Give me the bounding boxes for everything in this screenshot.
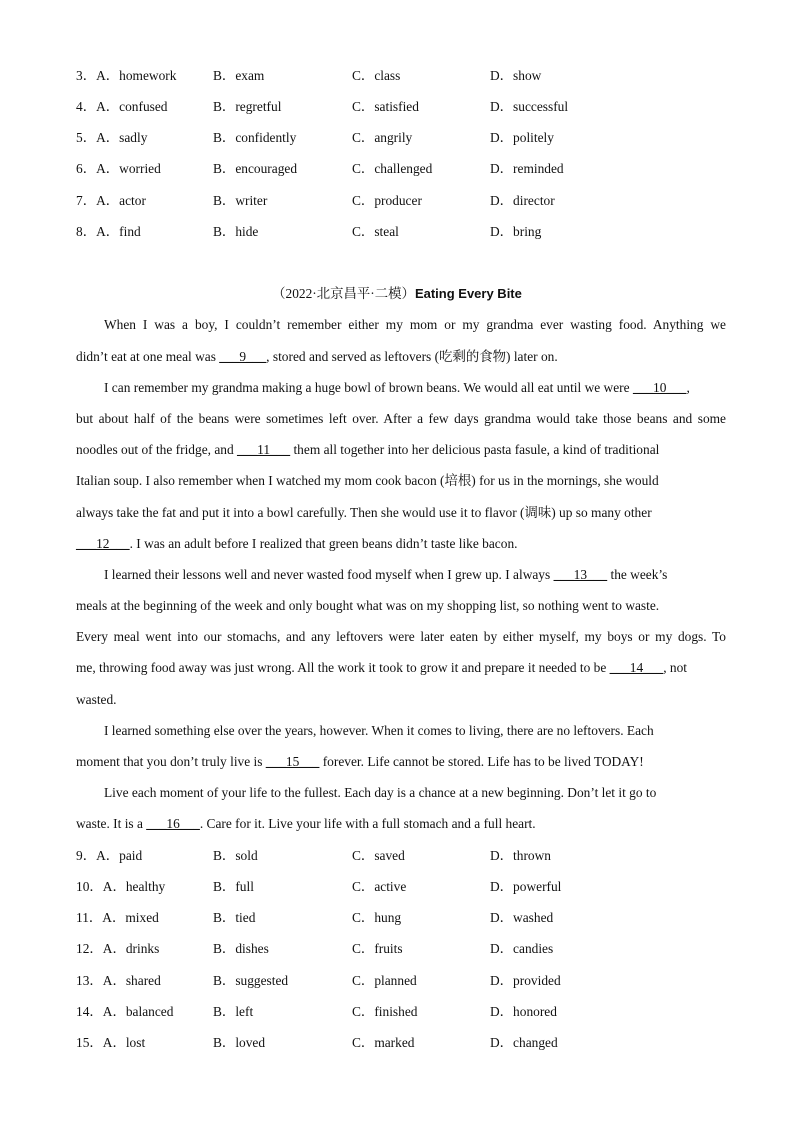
option-a [76, 222, 141, 242]
blank-9: ___9___ [219, 349, 267, 364]
option-a-text: A．confused [96, 99, 168, 114]
passage-line [76, 658, 726, 678]
passage-line [104, 315, 726, 335]
passage-line [76, 596, 726, 616]
passage-line [76, 347, 726, 367]
line-text: Live each moment of your life to the fullest. Each day is a chance at a new beginning. Don’t let it go to [104, 785, 657, 800]
option-c: C．finished [352, 1004, 418, 1019]
option-a [76, 97, 168, 117]
option-b: B．confidently [213, 130, 297, 145]
line-text: me, throwing food away was just wrong. All the work it took to grow it and prepare it needed to be [76, 660, 610, 675]
question-4 [76, 97, 726, 117]
option-a [76, 971, 161, 991]
question-11 [76, 908, 726, 928]
option-a-text: A．mixed [102, 910, 159, 925]
line-text: didn’t eat at one meal was [76, 349, 220, 364]
question-number: 7． [76, 193, 97, 208]
option-d: D．powerful [490, 879, 562, 894]
line-text: , not [663, 660, 688, 675]
option-b: B．hide [213, 224, 259, 239]
question-8 [76, 222, 726, 242]
option-d: D．director [490, 193, 555, 208]
option-c: C．marked [352, 1035, 415, 1050]
question-9 [76, 846, 726, 866]
line-text: waste. It is a [76, 816, 147, 831]
passage-line [104, 378, 726, 398]
question-number: 14． [76, 1004, 103, 1019]
line-text: noodles out of the fridge, and [76, 442, 238, 457]
passage-source: （2022·北京昌平·二模） [272, 286, 415, 301]
question-number: 13． [76, 973, 103, 988]
line-text: When I was a boy, I couldn’t remember either my mom or my grandma ever wasting food. Anything we [104, 317, 726, 332]
option-a [76, 128, 147, 148]
option-c: C．producer [352, 193, 422, 208]
passage-title [0, 284, 794, 304]
line-text: I can remember my grandma making a huge bowl of brown beans. We would all eat until we were [104, 380, 633, 395]
option-d: D．candies [490, 941, 554, 956]
question-number: 9． [76, 848, 97, 863]
question-number: 6． [76, 161, 97, 176]
passage-line [76, 814, 726, 834]
option-a [76, 159, 161, 179]
question-10 [76, 877, 726, 897]
line-text: moment that you don’t truly live is [76, 754, 266, 769]
option-a-text: A．drinks [102, 941, 160, 956]
option-b: B．suggested [213, 973, 289, 988]
question-number: 8． [76, 224, 97, 239]
option-b: B．regretful [213, 99, 282, 114]
passage-line [76, 471, 726, 491]
option-d: D．reminded [490, 161, 564, 176]
blank-10: ___10___ [632, 380, 687, 395]
question-3 [76, 66, 726, 86]
option-a [76, 191, 146, 211]
line-text: the week’s [607, 567, 668, 582]
question-number: 4． [76, 99, 97, 114]
question-7 [76, 191, 726, 211]
line-text: meals at the beginning of the week and only bought what was on my shopping list, so nothing went to waste. [76, 598, 660, 613]
option-a [76, 877, 165, 897]
option-b: B．exam [213, 68, 265, 83]
line-text: , [686, 380, 690, 395]
option-a-text: A．shared [102, 973, 161, 988]
option-b: B．tied [213, 910, 256, 925]
option-a-text: A．healthy [102, 879, 166, 894]
option-d: D．provided [490, 973, 561, 988]
passage-line [76, 690, 726, 710]
passage-line [76, 440, 726, 460]
line-text: Every meal went into our stomachs, and any leftovers were later eaten by either myself, my boys or my dogs. To [76, 629, 726, 644]
option-d: D．washed [490, 910, 554, 925]
option-d: D．thrown [490, 848, 551, 863]
option-c: C．challenged [352, 161, 433, 176]
line-text: forever. Life cannot be stored. Life has to be lived TODAY! [319, 754, 644, 769]
option-a-text: A．actor [96, 193, 146, 208]
question-15 [76, 1033, 726, 1053]
question-number: 5． [76, 130, 97, 145]
option-a-text: A．worried [96, 161, 161, 176]
passage-line [76, 627, 726, 647]
line-text: them all together into her delicious pasta fasule, a kind of traditional [290, 442, 660, 457]
option-c: C．steal [352, 224, 399, 239]
question-number: 3． [76, 68, 97, 83]
line-text: always take the fat and put it into a bowl carefully. Then she would use it to flavor (调味) up so many other [76, 505, 652, 520]
option-a [76, 66, 176, 86]
option-b: B．dishes [213, 941, 269, 956]
option-d: D．successful [490, 99, 569, 114]
blank-11: ___11___ [237, 442, 291, 457]
option-d: D．bring [490, 224, 542, 239]
question-13 [76, 971, 726, 991]
question-6 [76, 159, 726, 179]
question-12 [76, 939, 726, 959]
option-c: C．fruits [352, 941, 403, 956]
line-text: . Care for it. Live your life with a full stomach and a full heart. [199, 816, 536, 831]
line-text: , stored and served as leftovers (吃剩的食物) later on. [266, 349, 558, 364]
question-number: 10． [76, 879, 103, 894]
passage-line [76, 752, 726, 772]
option-a-text: A．lost [102, 1035, 146, 1050]
option-a-text: A．find [96, 224, 141, 239]
blank-13: ___13___ [553, 567, 608, 582]
line-text: but about half of the beans were sometimes left over. After a few days grandma would take those beans and some [76, 411, 726, 426]
line-text: Italian soup. I also remember when I watched my mom cook bacon (培根) for us in the mornings, she would [76, 473, 659, 488]
line-text: I learned their lessons well and never wasted food myself when I grew up. I always [104, 567, 554, 582]
passage-line [76, 534, 726, 554]
option-d: D．changed [490, 1035, 558, 1050]
question-5 [76, 128, 726, 148]
option-a-text: A．homework [96, 68, 177, 83]
option-c: C．active [352, 879, 407, 894]
option-c: C．class [352, 68, 401, 83]
blank-16: ___16___ [146, 816, 200, 831]
option-a [76, 1033, 145, 1053]
option-b: B．encouraged [213, 161, 298, 176]
option-b: B．writer [213, 193, 268, 208]
question-number: 11． [76, 910, 103, 925]
passage-line [104, 783, 726, 803]
option-a-text: A．balanced [102, 1004, 174, 1019]
passage-line [76, 409, 726, 429]
option-c: C．angrily [352, 130, 413, 145]
option-d: D．honored [490, 1004, 557, 1019]
line-text: . I was an adult before I realized that green beans didn’t taste like bacon. [129, 536, 518, 551]
line-text: I learned something else over the years, however. When it comes to living, there are no leftovers. Each [104, 723, 654, 738]
option-a [76, 908, 159, 928]
option-c: C．satisfied [352, 99, 419, 114]
passage-line [76, 503, 726, 523]
option-c: C．hung [352, 910, 402, 925]
question-14 [76, 1002, 726, 1022]
option-a [76, 846, 142, 866]
passage-heading: Eating Every Bite [414, 286, 522, 301]
option-c: C．planned [352, 973, 417, 988]
option-a [76, 1002, 173, 1022]
passage-line [104, 721, 726, 741]
line-text: wasted. [76, 692, 117, 707]
option-b: B．left [213, 1004, 254, 1019]
option-d: D．politely [490, 130, 554, 145]
option-a [76, 939, 159, 959]
passage-line [104, 565, 726, 585]
option-b: B．loved [213, 1035, 266, 1050]
blank-15: ___15___ [265, 754, 320, 769]
question-number: 12． [76, 941, 103, 956]
option-b: B．full [213, 879, 254, 894]
blank-12: ___12___ [76, 536, 130, 551]
option-d: D．show [490, 68, 542, 83]
blank-14: ___14___ [609, 660, 664, 675]
option-a-text: A．sadly [96, 130, 148, 145]
question-number: 15． [76, 1035, 103, 1050]
option-b: B．sold [213, 848, 258, 863]
option-a-text: A．paid [96, 848, 143, 863]
option-c: C．saved [352, 848, 405, 863]
